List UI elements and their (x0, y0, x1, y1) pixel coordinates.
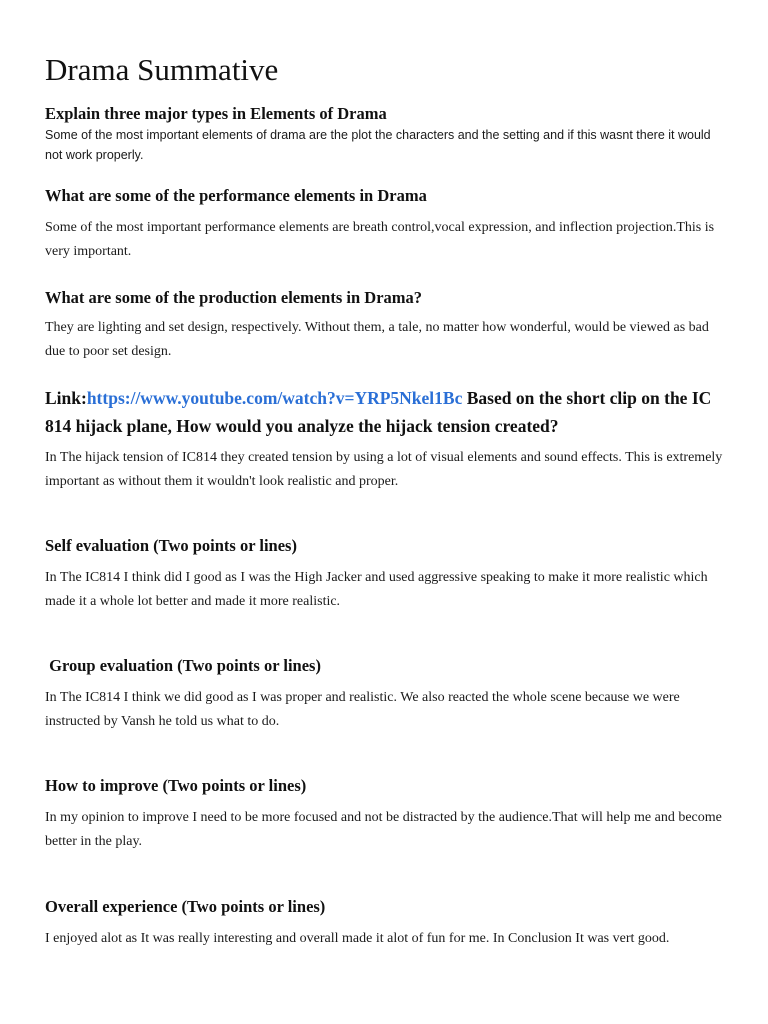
answer-self-evaluation: In The IC814 I think did I good as I was the High Jacker and used aggressive speaking to make it more realistic which made it a whole lot better and made it more realistic. (45, 570, 708, 609)
question-how-to-improve: How to improve (Two points or lines) (45, 776, 307, 795)
answer-hijack-analysis: In The hijack tension of IC814 they created tension by using a lot of visual elements and sound effects. This is extremely important as without them it wouldn't look realistic and proper. (45, 450, 723, 489)
question-performance-elements: What are some of the performance elements in Drama (45, 186, 427, 205)
question-production-elements: What are some of the production elements in Drama? (45, 288, 423, 307)
question-hijack-analysis (45, 384, 725, 440)
answer-elements-of-drama: Some of the most important elements of drama are the plot the characters and the setting and if this wasnt there it would not work properly. (45, 128, 711, 162)
answer-group-evaluation: In The IC814 I think we did good as I was proper and realistic. We also reacted the whole scene because we were instructed by Vansh he told us what to do. (45, 690, 680, 729)
answer-production-elements: They are lighting and set design, respectively. Without them, a tale, no matter how wonderful, would be viewed as bad due to poor set design. (45, 320, 709, 359)
answer-overall-experience: I enjoyed alot as It was really interesting and overall made it alot of fun for me. In Conclusion It was vert good. (45, 931, 670, 946)
link-prefix: Link: (45, 388, 87, 408)
youtube-link[interactable]: https://www.youtube.com/watch?v=YRP5Nkel1Bc (86, 388, 463, 408)
page-title: Drama Summative (45, 52, 279, 87)
question-group-evaluation: Group evaluation (Two points or lines) (45, 656, 321, 675)
question-hijack-text: Based on the short clip on the IC 814 hijack plane, How would you analyze the hijack tension created? (45, 388, 712, 436)
question-self-evaluation: Self evaluation (Two points or lines) (45, 536, 297, 555)
question-overall-experience: Overall experience (Two points or lines) (45, 897, 326, 916)
answer-performance-elements: Some of the most important performance elements are breath control,vocal expression, and inflection projection.This is very important. (45, 220, 715, 259)
question-elements-of-drama: Explain three major types in Elements of Drama (45, 104, 387, 123)
answer-how-to-improve: In my opinion to improve I need to be more focused and not be distracted by the audience.That will help me and become better in the play. (45, 810, 722, 849)
